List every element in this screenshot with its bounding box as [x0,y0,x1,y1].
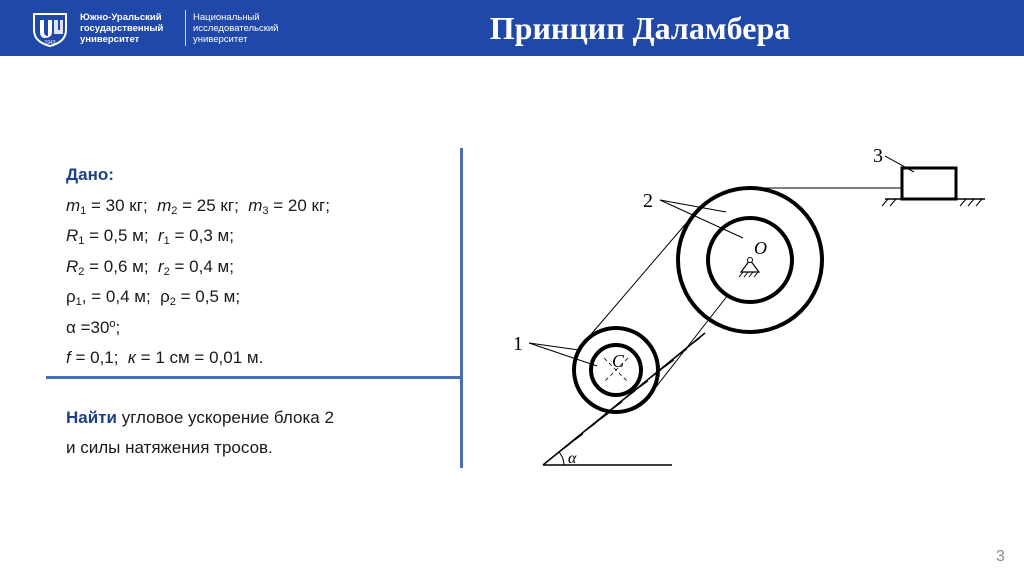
find-text-line2: и силы натяжения тросов. [66,438,273,457]
value-k: 1 см = 0,01 м. [155,348,264,367]
given-radii-2: $R_2 = 0,6$ м; $r_2 = 0,4$ м; [66,256,234,278]
value-m3: 20 кг [287,195,326,215]
pivot-point [748,258,753,263]
logo-line: государственный [80,23,164,34]
mechanism-diagram [500,140,1000,480]
emblem-year: 1943 [44,40,56,46]
rope-1-2-lower [645,295,728,401]
leader-3 [885,156,914,172]
university-emblem-icon [30,8,70,48]
leader-2a [660,200,726,212]
given-friction: f = 0,1; к = 1 см = 0,01 м. [66,348,264,367]
given-radii-1: $R_1 = 0,5$ м; $r_1 = 0,3$ м; [66,226,234,247]
pivot-hatching [739,272,759,277]
label-1: 1 [513,333,523,355]
vertical-divider [460,148,463,468]
logo-line: университет [80,34,140,45]
given-angle: $\alpha =30^o$; [66,317,121,337]
given-block [66,160,446,374]
given-masses: $m_1 = 30$ кг; $m_2 = 25$ кг; $m_3 = 20$ кг; [66,195,330,217]
given-gyration: $\rho_1$, = 0,4 м; $\rho_2 = 0,5$ м; [66,287,241,308]
logo-line: исследовательский [193,23,279,34]
value-f: 0,1 [90,348,114,367]
find-keyword: Найти [66,408,117,427]
university-status-right [193,12,279,45]
value-rho2: 0,5 м [195,287,236,306]
label-2: 2 [643,190,653,212]
find-text-line1: угловое ускорение блока 2 [116,408,334,427]
leader-1a [529,343,579,350]
university-name-left [80,12,163,45]
page-number: 3 [996,548,1005,565]
value-m1: 30 кг [105,195,143,215]
label-3: 3 [873,145,883,167]
label-O: O [754,238,767,258]
logo-line: Национальный [193,12,260,23]
label-alpha: α [568,450,577,467]
leader-1b [529,343,597,366]
horizontal-divider [46,376,462,379]
value-alpha: 30 [90,317,110,337]
value-r2: 0,4 м [189,256,230,276]
value-rho1: 0,4 м [105,287,146,306]
logo-line: Южно-Уральский [80,12,162,23]
block-3 [902,168,956,199]
find-block [66,403,446,463]
header-bar [0,0,1024,56]
value-R1: 0,5 м [103,226,144,245]
value-m2: 25 кг [196,195,235,215]
logo-divider [185,10,186,46]
value-r1: 0,3 м [189,226,230,245]
slide-title: Принцип Даламбера [489,10,791,46]
angle-arc [559,452,564,465]
given-heading: Дано: [66,165,114,184]
logo-line: университет [193,34,248,45]
label-C: C [612,351,625,371]
value-R2: 0,6 м [103,256,144,276]
